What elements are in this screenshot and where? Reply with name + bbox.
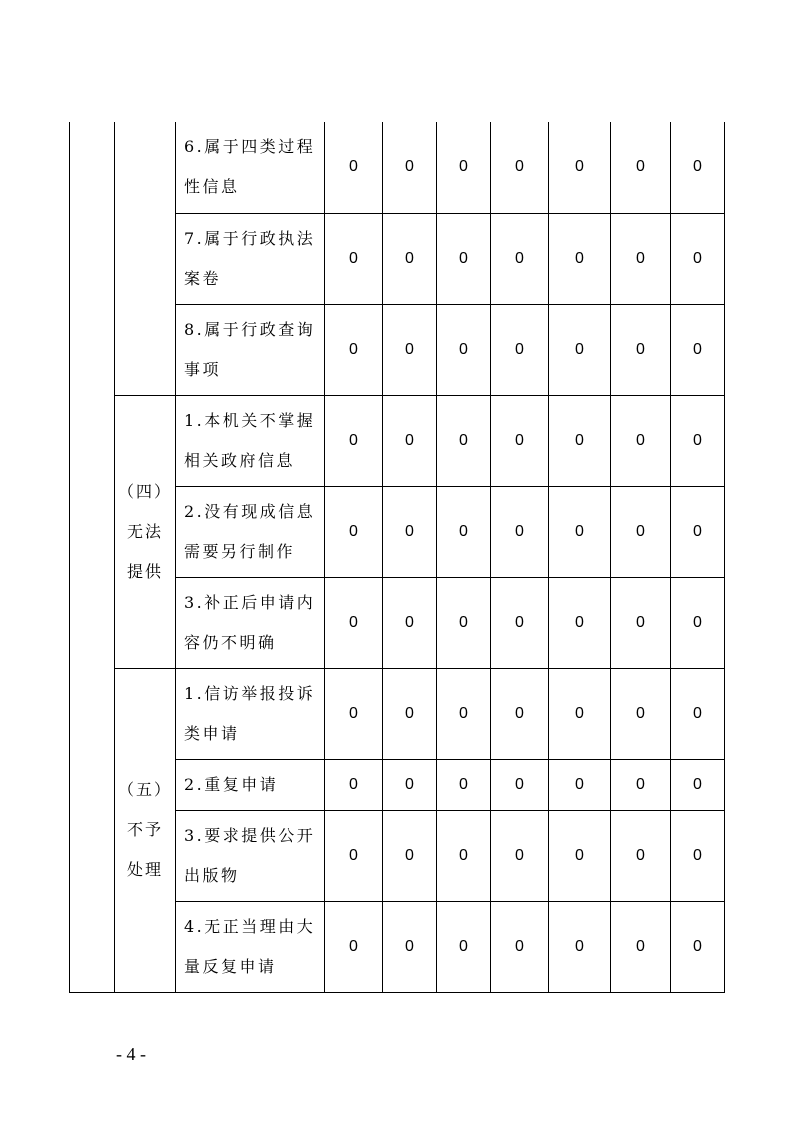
value-cell: 0	[437, 901, 491, 992]
value-cell: 0	[549, 213, 611, 304]
value-cell: 0	[611, 395, 671, 486]
value-cell: 0	[437, 122, 491, 213]
value-cell: 0	[437, 213, 491, 304]
group-cell-three	[115, 122, 176, 395]
row-label: 4.无正当理由大量反复申请	[176, 901, 325, 992]
value-cell: 0	[491, 668, 549, 759]
value-cell: 0	[437, 759, 491, 810]
value-cell: 0	[325, 122, 383, 213]
value-cell: 0	[325, 810, 383, 901]
value-cell: 0	[325, 577, 383, 668]
value-cell: 0	[383, 213, 437, 304]
table-row	[70, 668, 725, 759]
row-label: 8.属于行政查询事项	[176, 304, 325, 395]
value-cell: 0	[671, 810, 725, 901]
value-cell: 0	[383, 668, 437, 759]
row-label: 3.要求提供公开出版物	[176, 810, 325, 901]
table-row	[70, 395, 725, 486]
value-cell: 0	[611, 759, 671, 810]
value-cell: 0	[383, 486, 437, 577]
value-cell: 0	[549, 577, 611, 668]
value-cell: 0	[491, 395, 549, 486]
value-cell: 0	[325, 304, 383, 395]
value-cell: 0	[671, 668, 725, 759]
value-cell: 0	[671, 122, 725, 213]
row-label: 6.属于四类过程性信息	[176, 122, 325, 213]
value-cell: 0	[491, 122, 549, 213]
group-five-paren: （五）	[117, 780, 172, 799]
value-cell: 0	[611, 122, 671, 213]
row-label: 2.重复申请	[176, 759, 325, 810]
group-cell-five	[115, 668, 176, 992]
value-cell: 0	[383, 122, 437, 213]
value-cell: 0	[383, 577, 437, 668]
row-label: 1.信访举报投诉类申请	[176, 668, 325, 759]
value-cell: 0	[383, 759, 437, 810]
value-cell: 0	[383, 810, 437, 901]
value-cell: 0	[437, 304, 491, 395]
value-cell: 0	[325, 668, 383, 759]
row-label: 3.补正后申请内容仍不明确	[176, 577, 325, 668]
value-cell: 0	[325, 395, 383, 486]
value-cell: 0	[549, 122, 611, 213]
value-cell: 0	[611, 901, 671, 992]
value-cell: 0	[325, 486, 383, 577]
value-cell: 0	[491, 810, 549, 901]
group-five-line2: 处理	[126, 860, 163, 879]
value-cell: 0	[549, 901, 611, 992]
value-cell: 0	[491, 213, 549, 304]
value-cell: 0	[671, 304, 725, 395]
table-row	[70, 122, 725, 213]
value-cell: 0	[437, 486, 491, 577]
value-cell: 0	[611, 668, 671, 759]
value-cell: 0	[671, 901, 725, 992]
group-four-line1: 无法	[126, 521, 163, 541]
value-cell: 0	[671, 759, 725, 810]
value-cell: 0	[383, 395, 437, 486]
row-label: 2.没有现成信息需要另行制作	[176, 486, 325, 577]
value-cell: 0	[383, 901, 437, 992]
value-cell: 0	[491, 577, 549, 668]
value-cell: 0	[549, 810, 611, 901]
value-cell: 0	[383, 304, 437, 395]
value-cell: 0	[549, 304, 611, 395]
value-cell: 0	[671, 395, 725, 486]
value-cell: 0	[437, 810, 491, 901]
value-cell: 0	[611, 810, 671, 901]
value-cell: 0	[437, 577, 491, 668]
group-four-line2: 提供	[126, 561, 163, 581]
group-five-line1: 不予	[126, 820, 163, 839]
value-cell: 0	[437, 668, 491, 759]
value-cell: 0	[325, 759, 383, 810]
value-cell: 0	[549, 486, 611, 577]
value-cell: 0	[611, 577, 671, 668]
value-cell: 0	[491, 486, 549, 577]
value-cell: 0	[325, 213, 383, 304]
group-four-paren: （四）	[117, 481, 172, 501]
value-cell: 0	[671, 577, 725, 668]
value-cell: 0	[325, 901, 383, 992]
row-label: 7.属于行政执法案卷	[176, 213, 325, 304]
row-label: 1.本机关不掌握相关政府信息	[176, 395, 325, 486]
category-cell	[70, 122, 115, 992]
value-cell: 0	[491, 759, 549, 810]
value-cell: 0	[671, 486, 725, 577]
value-cell: 0	[611, 304, 671, 395]
value-cell: 0	[491, 304, 549, 395]
value-cell: 0	[549, 668, 611, 759]
value-cell: 0	[549, 395, 611, 486]
value-cell: 0	[437, 395, 491, 486]
value-cell: 0	[549, 759, 611, 810]
group-cell-four	[115, 395, 176, 668]
value-cell: 0	[611, 486, 671, 577]
value-cell: 0	[671, 213, 725, 304]
value-cell: 0	[491, 901, 549, 992]
value-cell: 0	[611, 213, 671, 304]
page-number: - 4 -	[116, 1044, 146, 1064]
statistics-table	[69, 122, 725, 993]
